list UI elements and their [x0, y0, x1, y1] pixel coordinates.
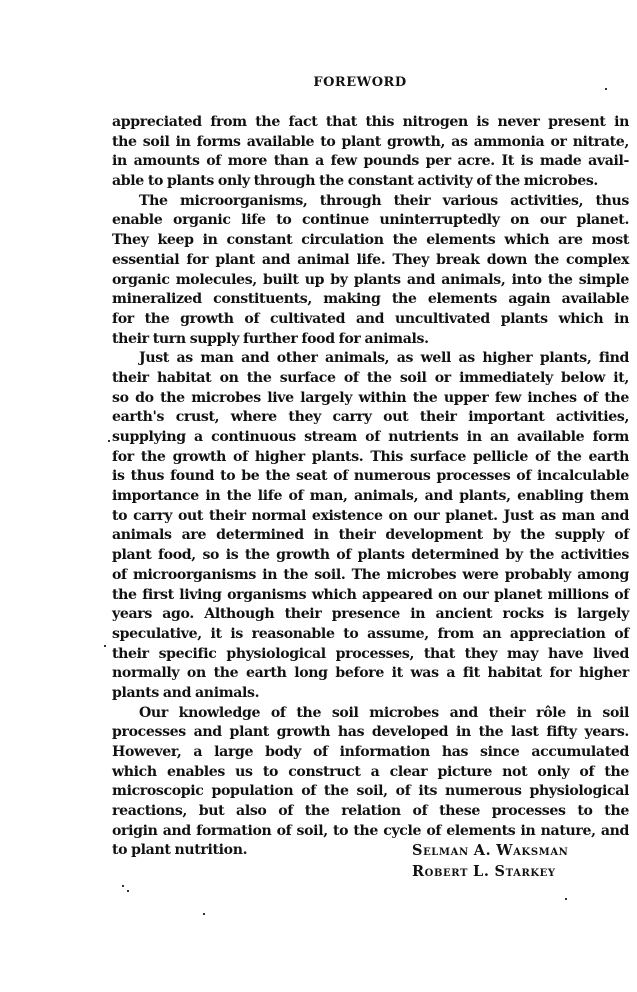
- scan-speck: [127, 890, 129, 892]
- text-line: They keep in constant circulation the elements which are most: [112, 232, 629, 249]
- paragraph-3: [112, 349, 629, 703]
- foreword-body: [112, 113, 629, 881]
- text-line: normally on the earth long before it was a fit habitat for higher: [112, 665, 629, 682]
- text-line: Our knowledge of the soil microbes and their rôle in soil: [139, 704, 629, 721]
- closing-line-with-signatures: [112, 841, 629, 881]
- scan-speck: [565, 898, 567, 900]
- scan-speck: [605, 88, 607, 90]
- text-line: processes and plant growth has developed in the last fifty years.: [112, 724, 629, 741]
- scan-speck: [108, 440, 110, 442]
- scan-speck: [203, 913, 205, 915]
- text-line: plant food, so is the growth of plants determined by the activities: [112, 547, 629, 564]
- paragraph-4: [112, 704, 629, 881]
- text-line: speculative, it is reasonable to assume, from an appreciation of: [112, 625, 629, 642]
- text-line: to plant nutrition.: [112, 842, 248, 859]
- text-line: mineralized constituents, making the elements again available: [112, 291, 629, 308]
- text-line: able to plants only through the constant activity of the microbes.: [112, 173, 598, 190]
- running-head: FOREWORD: [313, 75, 407, 90]
- text-line: of microorganisms in the soil. The microbes were probably among: [112, 566, 629, 583]
- text-line: supplying a continuous stream of nutrients in an available form: [112, 429, 629, 445]
- scan-speck: [104, 645, 106, 647]
- text-line: essential for plant and animal life. They break down the complex: [112, 251, 629, 268]
- text-line: for the growth of higher plants. This surface pellicle of the earth: [112, 448, 629, 465]
- text-line: is thus found to be the seat of numerous processes of incalculable: [112, 468, 629, 485]
- paragraph-1: [112, 113, 629, 192]
- text-line: to carry out their normal existence on our planet. Just as man and: [112, 507, 629, 524]
- text-line: The microorganisms, through their various activities, thus: [139, 192, 629, 209]
- text-line: years ago. Although their presence in ancient rocks is largely: [112, 606, 629, 623]
- text-line: origin and formation of soil, to the cycle of elements in nature, and: [112, 822, 629, 839]
- text-line: importance in the life of man, animals, and plants, enabling them: [112, 488, 629, 505]
- author-signature: Robert L. Starkey: [412, 863, 556, 881]
- text-line: the first living organisms which appeared on our planet millions of: [112, 586, 629, 603]
- text-line: enable organic life to continue uninterruptedly on our planet.: [112, 212, 629, 229]
- text-line: in amounts of more than a few pounds per acre. It is made avail-: [112, 153, 629, 170]
- text-line: so do the microbes live largely within the upper few inches of the: [112, 389, 629, 406]
- text-line: organic molecules, built up by plants and animals, into the simple: [112, 271, 629, 288]
- text-line: for the growth of cultivated and uncultivated plants which in: [112, 310, 629, 327]
- text-line: their specific physiological processes, that they may have lived: [112, 645, 629, 662]
- text-line: reactions, but also of the relation of these processes to the: [112, 803, 629, 820]
- paragraph-2: [112, 192, 629, 350]
- text-line: their turn supply further food for animals.: [112, 330, 429, 347]
- text-line: Just as man and other animals, as well as higher plants, find: [139, 350, 629, 367]
- text-line: plants and animals.: [112, 684, 260, 701]
- author-signature: Selman A. Waksman: [412, 842, 569, 860]
- text-line: animals are determined in their development by the supply of: [112, 527, 629, 544]
- text-line: microscopic population of the soil, of its numerous physiological: [112, 783, 629, 800]
- text-line: which enables us to construct a clear picture not only of the: [112, 763, 629, 780]
- scan-speck: [122, 885, 124, 887]
- text-line: their habitat on the surface of the soil or immediately below it,: [112, 369, 629, 386]
- text-line: the soil in forms available to plant growth, as ammonia or nitrate,: [112, 133, 629, 150]
- text-line: earth's crust, where they carry out their important activities,: [112, 409, 629, 426]
- text-line: However, a large body of information has since accumulated: [112, 744, 629, 760]
- text-line: appreciated from the fact that this nitrogen is never present in: [112, 114, 629, 130]
